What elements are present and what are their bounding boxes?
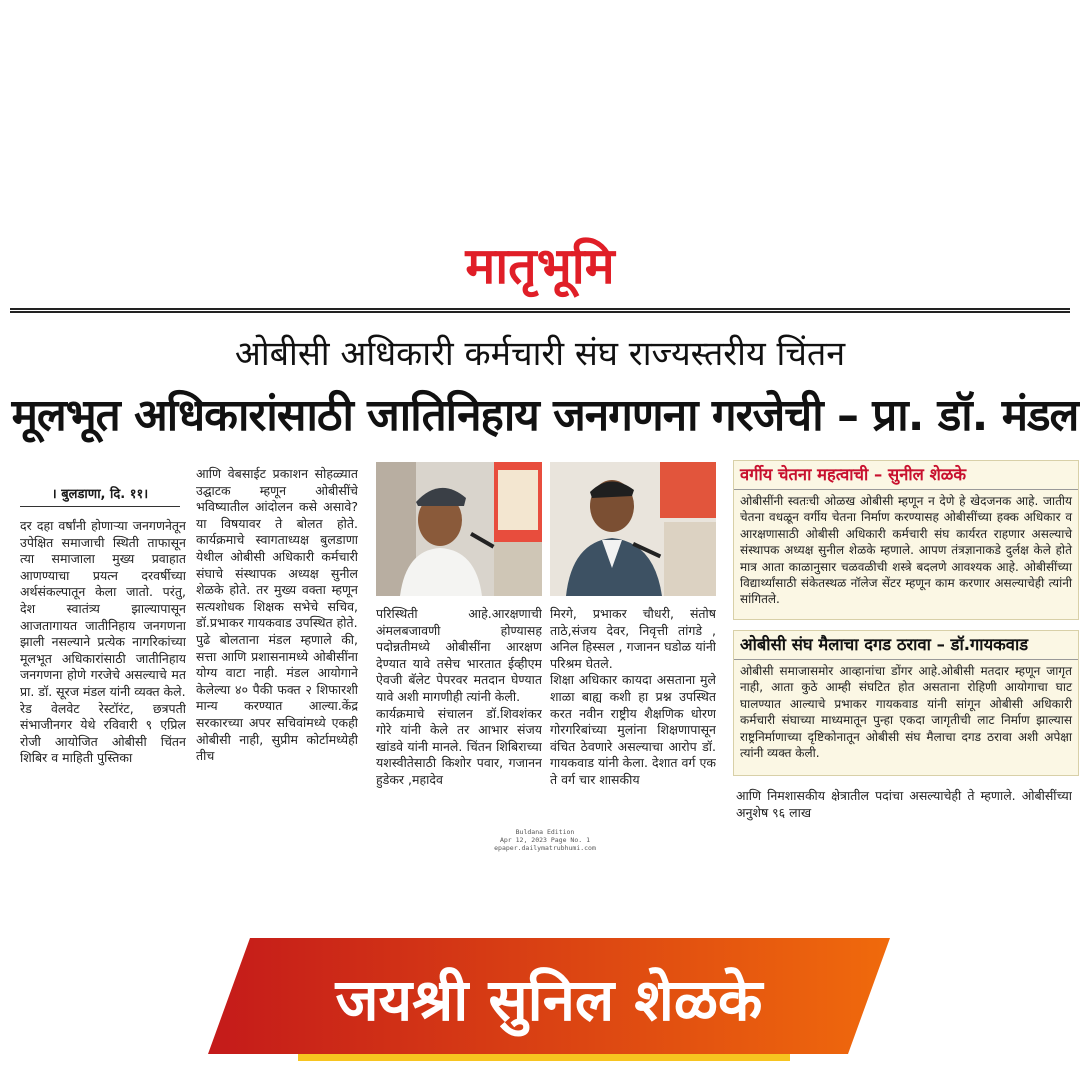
sidebar-box-shelke (733, 460, 1079, 620)
masthead-rule (10, 308, 1070, 313)
edition-stamp (470, 828, 620, 852)
sidebar-box-gaikwad-title: ओबीसी संघ मैलाचा दगड ठरावा – डॉ.गायकवाड (734, 631, 1078, 660)
photo-speaker-left (376, 462, 542, 596)
main-headline: मूलभूत अधिकारांसाठी जातिनिहाय जनगणना गरजेची – प्रा. डॉ. मंडल (11, 390, 1079, 441)
name-banner-text: जयश्री सुनिल शेळके (335, 966, 763, 1034)
article-column-1: दर दहा वर्षांनी होणाऱ्या जनगणनेतून उपेक्षित समाजाची स्थिती ताफासून त्या समाजाला मुख्य प्रवाहात आणण्याचा प्रयत्न दरवर्षीच्या अर्थसंकल्पातून केला जातो. परंतु, देश स्वातंत्र्य झाल्यापासून आजतागायत जातीनिहाय जनगणना झाली नसल्याने प्रत्येक नागरिकांच्या मूलभूत अधिकारांसाठी जातीनिहाय जनगणना होणे गरजेचे असल्याचे मत प्रा. डॉ. सूरज मंडल यांनी व्यक्त केले. रेड वेलवेट रेस्टॉरंट, छत्रपती संभाजीनगर येथे रविवारी ९ एप्रिल रोजी आयोजित ओबीसी चिंतन शिबिर व माहिती पुस्तिका (20, 518, 186, 766)
sidebar-box-shelke-text: ओबीसींनी स्वतःची ओळख ओबीसी म्हणून न देणे हे खेदजनक आहे. जातीय चेतना वधळून वर्गीय चेतना निर्माण करण्यासह ओबीसींच्या हक्क अधिकार व आरक्षणासाठी ओबीसी अधिकारी कर्मचारी संघ कार्यरत राहणार असल्याचे संस्थापक अध्यक्ष सुनील शेळके म्हणाले. आपण तंत्रज्ञानाकडे दुर्लक्ष केले होते मात्र आता काळानुसार चळवळीची शस्त्रे बदलणे आवश्यक आहे. ओबीसींच्या विद्यार्थ्यांसाठी संकेतस्थळ नॉलेज सेंटर म्हणून काम करणार असल्याचेही त्यांनी सांगितले. (740, 494, 1072, 607)
sidebar-box-shelke-title: वर्गीय चेतना महत्वाची – सुनील शेळके (734, 461, 1078, 490)
sidebar-box-gaikwad-text: ओबीसी समाजासमोर आव्हानांचा डोंगर आहे.ओबीसी मतदार म्हणून जागृत नाही, आता कुठे आम्ही संघटित होत असताना रोहिणी आयोगाचा घाट घालण्यात आल्याचे प्रभाकर गायकवाड यांनी सांगून ओबीसी अधिकारी कर्मचारी संघाच्या माध्यमातून पुन्हा एकदा जागृतीची लाट निर्माण झाल्यास राष्ट्रनिर्माणाच्या दृष्टिकोनातून ओबीसी संघ मैलाचा दगड ठरावा अशी अपेक्षा त्यांनी व्यक्त केली. (740, 664, 1072, 761)
sidebar-box-gaikwad (733, 630, 1079, 776)
article-column-3: परिस्थिती आहे.आरक्षणाची अंमलबजावणी होण्यासह पदोन्नतीमध्ये ओबीसींना आरक्षण देण्यात यावे तसेच भारतात ईव्हीएम ऐवजी बॅलेट पेपरवर मतदान घेण्यात यावे अशी मागणीही त्यांनी केली. कार्यक्रमाचे संचालन डॉ.शिवशंकर गोरे यांनी केले तर आभार संजय खांडवे यांनी मानले. चिंतन शिबिराच्या यशस्वीतेसाठी किशोर पवार, गजानन हुडेकर ,महादेव (376, 606, 542, 787)
edition-url: epaper.dailymatrubhumi.com (494, 844, 596, 852)
photo-speaker-right (550, 462, 716, 596)
article-column-4: मिरगे, प्रभाकर चौधरी, संतोष ताठे,संजय देवर, निवृत्ती तांगडे , अनिल हिस्सल , गजानन घडोळ यांनी परिश्रम घेतले. शिक्षा अधिकार कायदा असताना मुले शाळा बाह्य कशी हा प्रश्न उपस्थित करत नवीन राष्ट्रीय शैक्षणिक धोरण गोरगरिबांच्या मुलांना शिक्षणापासून वंचित ठेवणारे असल्याचा आरोप डॉ. गायकवाड यांनी केला. देशात वर्ग एक ते वर्ग चार शासकीय (550, 606, 716, 787)
kicker-headline: ओबीसी अधिकारी कर्मचारी संघ राज्यस्तरीय चिंतन (234, 334, 846, 374)
edition-date: Apr 12, 2023 Page No. 1 (499, 836, 590, 844)
article-column-2: आणि वेबसाईट प्रकाशन सोहळ्यात उद्घाटक म्हणून ओबीसींचे भविष्यातील आंदोलन कसे असावे? या विषयावर ते बोलत होते. कार्यक्रमाचे स्वागताध्यक्ष बुलडाणा येथील ओबीसी अधिकारी कर्मचारी संघाचे संस्थापक अध्यक्ष सुनील शेळके होते. तर मुख्य वक्ता म्हणून सत्यशोधक शिक्षक सभेचे सचिव, डॉ.प्रभाकर गायकवाड उपस्थित होते. पुढे बोलताना मंडल म्हणाले की, सत्ता आणि प्रशासनामध्ये ओबीसींना योग्य वाटा नाही. मंडल आयोगाने केलेल्या ४० पैकी फक्त २ शिफारशी मान्य करण्यात आल्या.केंद्र सरकारच्या अपर सचिवांमध्ये एकही ओबीसी नाही, सुप्रीम कोर्टामध्येही तीच (196, 466, 358, 764)
dateline: । बुलडाणा, दि. ११। (20, 484, 180, 507)
edition-name: Buldana Edition (515, 828, 575, 836)
banner-underline (298, 1054, 790, 1061)
article-column-5-tail: आणि निमशासकीय क्षेत्रातील पदांचा असल्याचेही ते म्हणाले. ओबीसींच्या अनुशेष ९६ लाख (736, 788, 1072, 820)
masthead-logo: मातृभूमि (465, 237, 615, 295)
